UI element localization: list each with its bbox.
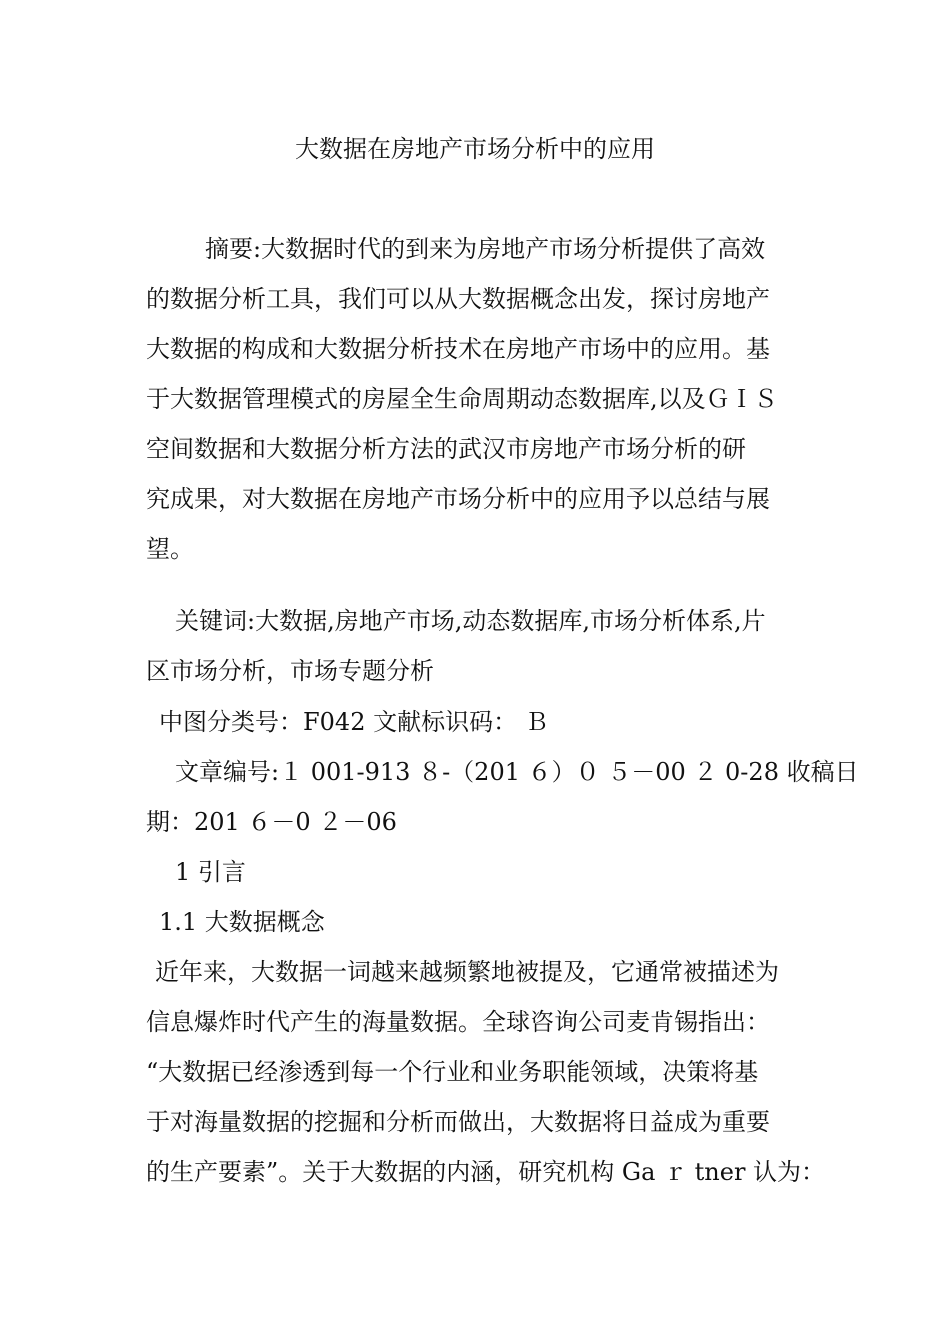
- abstract-line: 的数据分析工具，我们可以从大数据概念出发，探讨房地产: [146, 285, 770, 313]
- body-line: 于对海量数据的挖掘和分析而做出，大数据将日益成为重要: [146, 1108, 770, 1136]
- body-line: “大数据已经渗透到每一个行业和业务职能领域，决策将基: [146, 1058, 759, 1086]
- section-heading: 1 引言: [175, 858, 246, 886]
- abstract-line: 于大数据管理模式的房屋全生命周期动态数据库,以及ＧＩＳ: [146, 385, 778, 413]
- abstract-line: 大数据的构成和大数据分析技术在房地产市场中的应用。基: [146, 335, 770, 363]
- body-line: 近年来，大数据一词越来越频繁地被提及，它通常被描述为: [155, 958, 779, 986]
- abstract-line: 空间数据和大数据分析方法的武汉市房地产市场分析的研: [146, 435, 746, 463]
- subsection-heading: 1.1 大数据概念: [159, 908, 325, 936]
- abstract-line: 望。: [146, 535, 194, 563]
- classification-line: 中图分类号：F042 文献标识码： Ｂ: [159, 708, 549, 736]
- keywords-line: 关键词:大数据,房地产市场,动态数据库,市场分析体系,片: [175, 607, 766, 635]
- abstract-line: 摘要:大数据时代的到来为房地产市场分析提供了高效: [205, 235, 766, 263]
- abstract-line: 究成果，对大数据在房地产市场分析中的应用予以总结与展: [146, 485, 770, 513]
- body-line: 信息爆炸时代产生的海量数据。全球咨询公司麦肯锡指出：: [146, 1008, 770, 1036]
- article-info-line: 期：201 ６－0 ２－06: [146, 808, 397, 836]
- keywords-line: 区市场分析，市场专题分析: [146, 657, 434, 685]
- body-line: 的生产要素”。关于大数据的内涵，研究机构 Ga ｒ tner 认为：: [146, 1158, 826, 1186]
- article-info-line: 文章编号:１ 001-913 ８-（201 ６）０ ５－00 ２ 0-28 收稿日: [175, 758, 859, 786]
- document-title: 大数据在房地产市场分析中的应用: [295, 135, 655, 163]
